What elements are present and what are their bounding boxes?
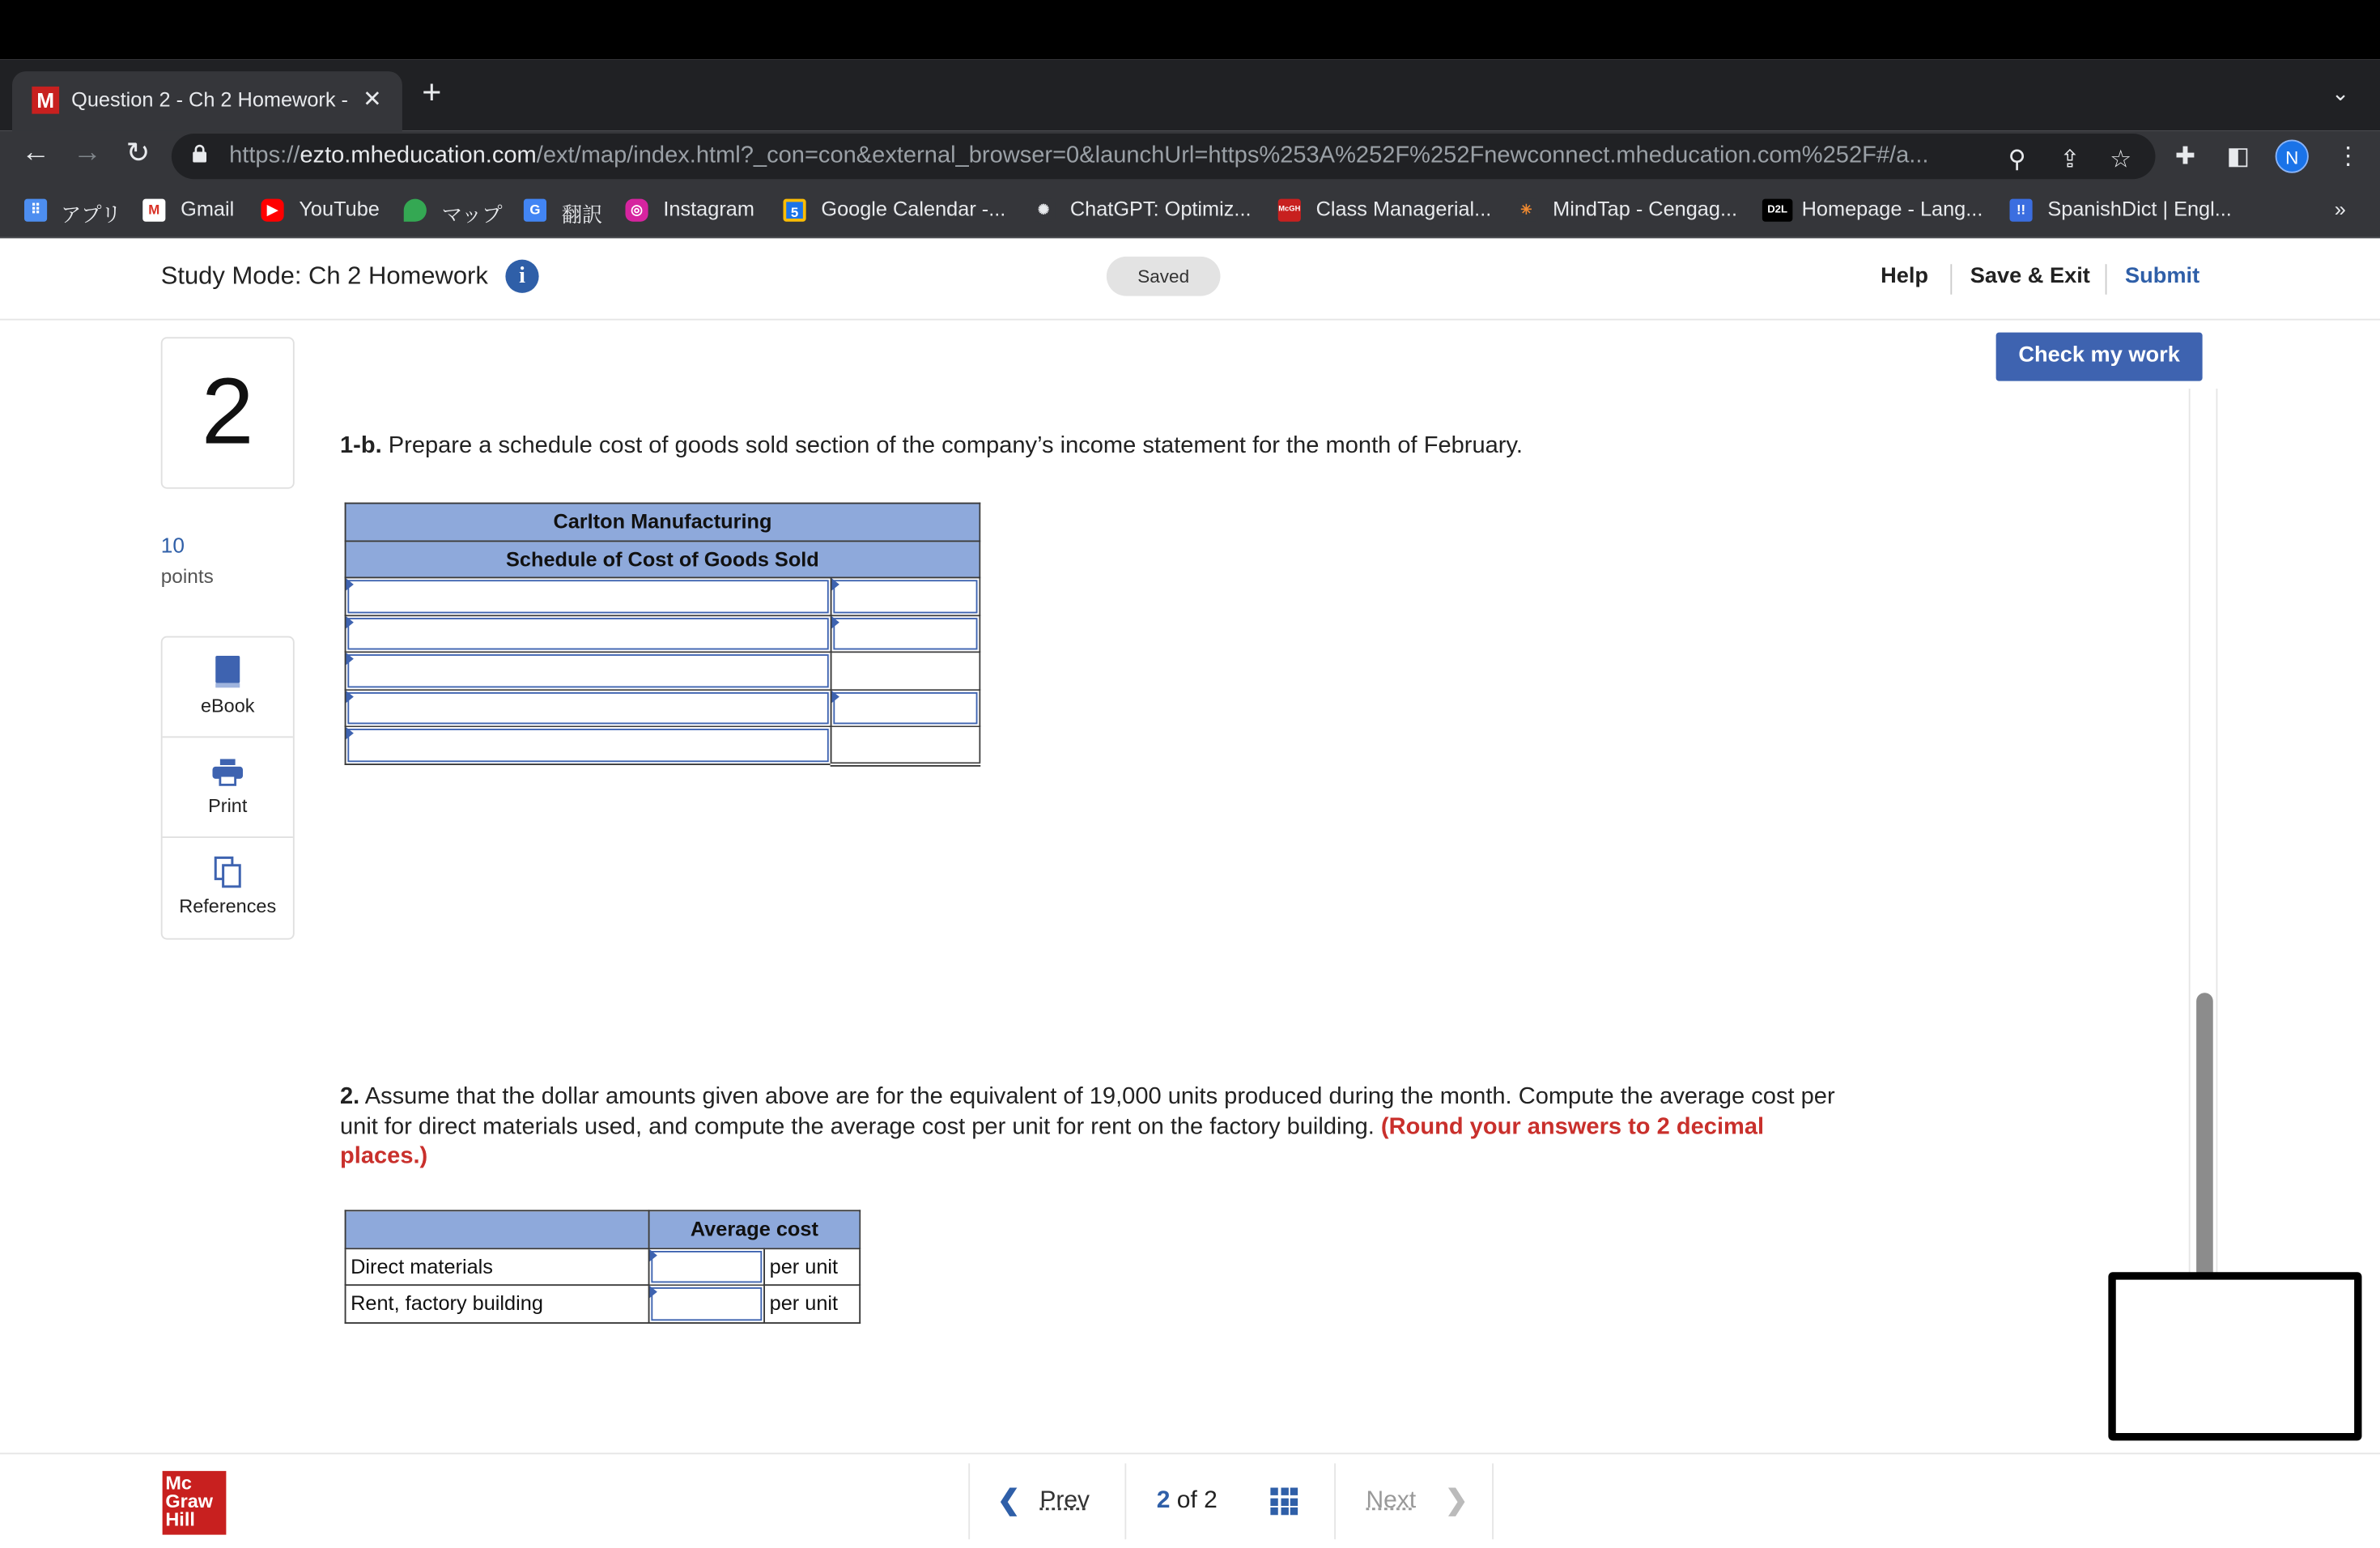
- next-button[interactable]: Next: [1366, 1487, 1417, 1514]
- table-row: [346, 615, 980, 652]
- cogs-company-header: Carlton Manufacturing: [346, 504, 980, 541]
- pager-divider: [968, 1464, 970, 1540]
- dropdown-marker-icon: [832, 615, 839, 627]
- average-cost-header: Average cost: [649, 1210, 861, 1248]
- maps-pin-icon: [404, 199, 427, 222]
- pager-divider: [1334, 1464, 1336, 1540]
- back-arrow-icon[interactable]: ←: [21, 136, 50, 169]
- current-page: 2: [1156, 1487, 1171, 1514]
- ebook-button[interactable]: [163, 638, 293, 738]
- references-label: References: [179, 895, 277, 917]
- points-label: points: [160, 564, 214, 588]
- logo-line: Hill: [165, 1508, 195, 1530]
- calendar-icon: 5: [784, 199, 806, 222]
- footer-divider: [0, 1452, 2380, 1454]
- question-2-label: 2.: [340, 1083, 360, 1110]
- help-link[interactable]: Help: [1881, 264, 1929, 289]
- cogs-amount-input[interactable]: [831, 615, 980, 652]
- unit-label: per unit: [764, 1248, 860, 1285]
- header-divider: [2106, 264, 2107, 295]
- bookmark-translate[interactable]: 翻訳: [561, 203, 603, 227]
- address-bar[interactable]: [172, 134, 2156, 179]
- rent-factory-cost-input[interactable]: [649, 1285, 765, 1322]
- cogs-label-select[interactable]: [346, 615, 831, 652]
- browser-tab-active[interactable]: [12, 71, 402, 132]
- tab-close-icon[interactable]: ✕: [363, 86, 382, 113]
- row-label: Direct materials: [346, 1248, 649, 1285]
- avg-table-corner: [346, 1210, 649, 1248]
- logo-line: Graw: [165, 1491, 213, 1512]
- chatgpt-icon: ✺: [1032, 199, 1055, 222]
- bookmark-gmail[interactable]: Gmail: [181, 197, 235, 220]
- tools-panel: [161, 636, 295, 940]
- dropdown-marker-icon: [346, 615, 354, 627]
- check-my-work-button[interactable]: Check my work: [1996, 333, 2203, 381]
- thumbnail-preview: [2116, 1280, 2354, 1433]
- cogs-label-select[interactable]: [346, 652, 831, 689]
- app-header: [0, 238, 2380, 320]
- cogs-label-select[interactable]: [346, 689, 831, 726]
- bookmark-youtube[interactable]: YouTube: [299, 197, 380, 220]
- cogs-amount-input[interactable]: [831, 577, 980, 615]
- new-tab-icon[interactable]: +: [422, 73, 442, 111]
- profile-avatar[interactable]: N: [2276, 140, 2309, 173]
- gmail-icon: M: [142, 199, 165, 222]
- side-panel-icon[interactable]: ◧: [2226, 144, 2250, 170]
- browser-toolbar: [0, 130, 2380, 182]
- mheducation-favicon-icon: M: [32, 87, 59, 114]
- youtube-icon: ▶: [261, 199, 284, 222]
- table-row: [346, 689, 980, 726]
- d2l-icon: D2L: [1762, 199, 1793, 222]
- table-row: [346, 1285, 861, 1322]
- table-row: [346, 726, 980, 763]
- reload-icon[interactable]: ↻: [125, 138, 151, 170]
- mcgraw-hill-logo: [163, 1471, 227, 1535]
- question-number: 2: [161, 337, 295, 489]
- question-2-text: Assume that the dollar amounts given above are for the equivalent of 19,000 units produced during the month. Compute the average cost per unit for direct materials used, and compute the average cost per unit for rent on the factory building.: [340, 1083, 1835, 1140]
- cogs-amount-cell: [831, 652, 980, 689]
- chevron-left-icon[interactable]: ❮: [997, 1484, 1021, 1516]
- instagram-icon: ◎: [626, 199, 648, 222]
- bookmark-star-icon[interactable]: ☆: [2110, 147, 2132, 173]
- forward-arrow-icon[interactable]: →: [73, 136, 102, 169]
- average-cost-table: [345, 1210, 861, 1323]
- os-top-bar: [0, 0, 2380, 59]
- unit-label: per unit: [764, 1285, 860, 1322]
- chevron-right-icon[interactable]: ❯: [1445, 1484, 1468, 1516]
- share-icon[interactable]: ⇪: [2059, 147, 2080, 173]
- question-1b-text: Prepare a schedule cost of goods sold section of the company’s income statement for the month of February.: [381, 432, 1523, 459]
- dropdown-marker-icon: [346, 690, 354, 702]
- cogs-amount-input[interactable]: [831, 689, 980, 726]
- study-mode-title: Study Mode: Ch 2 Homework: [160, 262, 488, 291]
- cogs-schedule-table: [345, 503, 981, 766]
- print-button[interactable]: [163, 738, 293, 838]
- bookmark-spanishdict[interactable]: SpanishDict | Engl...: [2047, 197, 2232, 220]
- book-icon: [214, 656, 241, 689]
- dropdown-marker-icon: [346, 578, 354, 590]
- mcgraw-hill-icon: McGH: [1278, 199, 1301, 222]
- bookmark-instagram[interactable]: Instagram: [663, 197, 754, 220]
- bookmarks-overflow[interactable]: »: [2334, 197, 2346, 220]
- cogs-title-header: Schedule of Cost of Goods Sold: [346, 541, 980, 578]
- cogs-total-cell: [831, 726, 980, 763]
- tab-search-chevron-icon[interactable]: ⌄: [2331, 80, 2350, 105]
- total-pages: 2: [1204, 1487, 1218, 1514]
- question-1b-label: 1-b.: [340, 432, 382, 459]
- apps-grid-icon: ⠿: [24, 199, 47, 222]
- logo-line: Mc: [165, 1472, 192, 1494]
- ebook-label: eBook: [200, 695, 255, 717]
- bookmark-chatgpt[interactable]: ChatGPT: Optimiz...: [1069, 197, 1252, 220]
- row-label: Rent, factory building: [346, 1285, 649, 1322]
- cogs-label-select[interactable]: [346, 577, 831, 615]
- browser-tab-bar: [0, 59, 2380, 130]
- points-value: 10: [160, 533, 185, 558]
- zoom-search-icon[interactable]: ⚲: [2008, 147, 2026, 173]
- copy-documents-icon: [214, 857, 241, 890]
- table-row: [346, 652, 980, 689]
- bookmark-class-managerial[interactable]: Class Managerial...: [1315, 197, 1492, 220]
- table-row: [346, 577, 980, 615]
- url-prefix: https://: [229, 142, 300, 169]
- page-of: of: [1176, 1487, 1197, 1514]
- dropdown-marker-icon: [346, 653, 354, 665]
- rounding-instruction: (Round your answers to 2 decimal places.): [340, 1113, 1765, 1169]
- prev-button[interactable]: Prev: [1039, 1487, 1090, 1514]
- question-2-prompt: [340, 1082, 1842, 1172]
- extensions-puzzle-icon[interactable]: ✚: [2174, 144, 2196, 170]
- bookmark-google-calendar[interactable]: Google Calendar -...: [821, 197, 1006, 220]
- table-row: [346, 1248, 861, 1285]
- pager-divider: [1492, 1464, 1494, 1540]
- question-grid-icon[interactable]: [1270, 1488, 1298, 1516]
- saved-status-badge: Saved: [1107, 257, 1221, 296]
- url-path: /ext/map/index.html?_con=con&external_browser=0&launchUrl=https%253A%252F%252Fnewconnect.mheducation.com%252F#/a...: [536, 142, 1929, 169]
- page-indicator: [1157, 1488, 1218, 1516]
- dropdown-marker-icon: [346, 727, 354, 739]
- screenshot-thumbnail[interactable]: [2108, 1272, 2361, 1440]
- content-scrollbar-thumb[interactable]: [2196, 993, 2213, 1296]
- direct-materials-cost-input[interactable]: [649, 1248, 765, 1285]
- info-icon[interactable]: i: [505, 260, 538, 293]
- save-exit-button[interactable]: Save & Exit: [1970, 264, 2090, 289]
- spanishdict-icon: !!: [2010, 199, 2033, 222]
- input-marker-icon: [650, 1286, 657, 1298]
- url-domain: ezto.mheducation.com: [300, 142, 537, 169]
- dropdown-marker-icon: [832, 690, 839, 702]
- bookmark-apps[interactable]: アプリ: [61, 203, 121, 227]
- dropdown-marker-icon: [832, 578, 839, 590]
- references-button[interactable]: [163, 838, 293, 938]
- browser-menu-icon[interactable]: ⋮: [2335, 144, 2361, 170]
- pager-divider: [1124, 1464, 1126, 1540]
- print-label: Print: [208, 795, 248, 817]
- lock-icon: [193, 144, 206, 163]
- bookmark-mindtap[interactable]: MindTap - Cengag...: [1553, 197, 1738, 220]
- tab-title: Question 2 - Ch 2 Homework -: [71, 87, 348, 111]
- submit-button[interactable]: Submit: [2125, 264, 2200, 289]
- mindtap-icon: ✳: [1515, 199, 1537, 222]
- cogs-label-select[interactable]: [346, 726, 831, 763]
- printer-icon: [213, 759, 244, 787]
- input-marker-icon: [650, 1248, 657, 1261]
- bookmark-homepage-lang[interactable]: Homepage - Lang...: [1801, 197, 1983, 220]
- question-1b-prompt: [340, 432, 1523, 460]
- bookmark-maps[interactable]: マップ: [441, 203, 503, 227]
- url-text: [229, 142, 1928, 170]
- bookmarks-bar: [0, 182, 2380, 238]
- header-divider: [1950, 264, 1952, 295]
- translate-icon: G: [524, 199, 546, 222]
